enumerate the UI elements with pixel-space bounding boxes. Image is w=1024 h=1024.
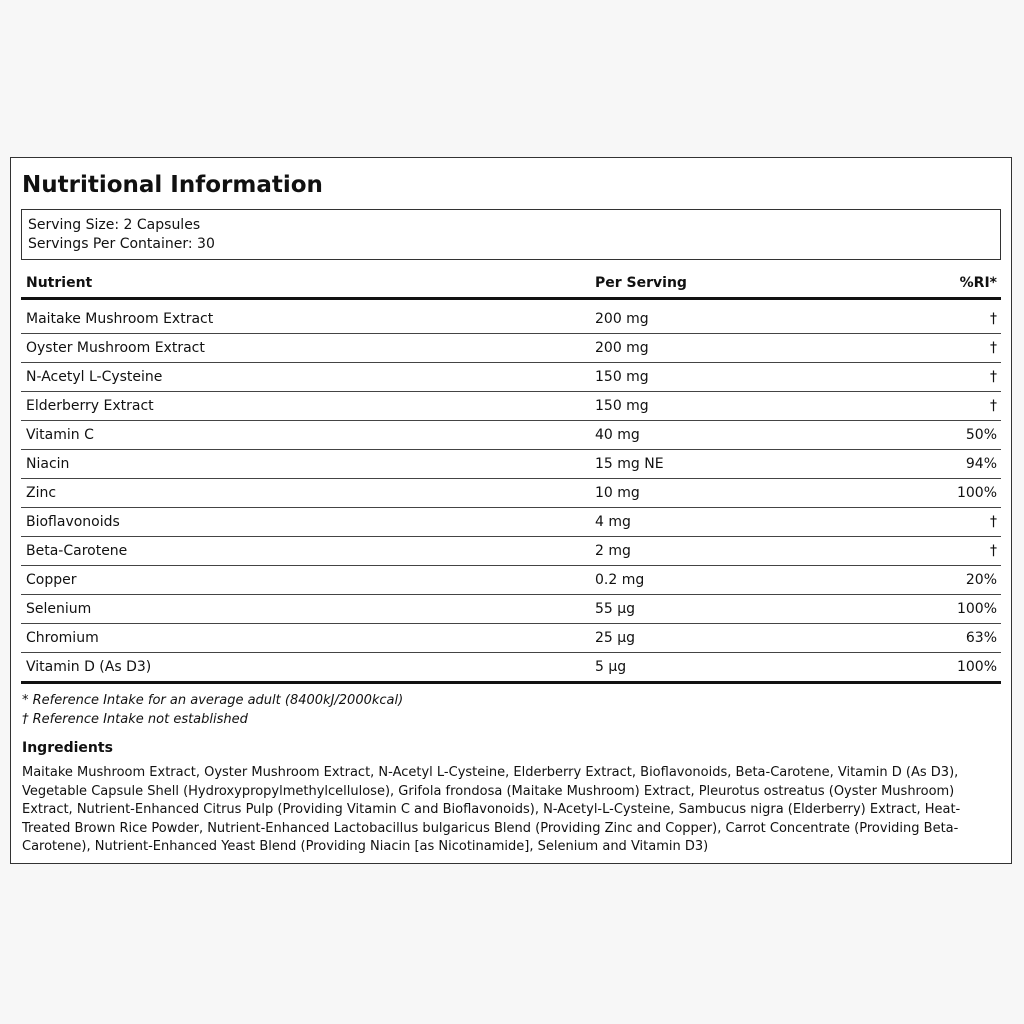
table-header <box>21 268 1001 300</box>
nutrient-amount: 15 mg NE <box>595 456 664 472</box>
nutrient-name: Elderberry Extract <box>26 398 154 414</box>
nutrient-name: Vitamin D (As D3) <box>26 659 152 675</box>
header-per-serving: Per Serving <box>595 274 687 291</box>
nutrient-ri: † <box>990 514 997 530</box>
header-ri: %RI* <box>959 274 997 291</box>
servings-per-container: Servings Per Container: 30 <box>28 236 215 252</box>
nutrient-ri: † <box>990 369 997 385</box>
nutrient-amount: 150 mg <box>595 398 649 414</box>
nutrient-name: Niacin <box>26 456 70 472</box>
table-row <box>21 334 1001 363</box>
serving-info-box <box>21 209 1001 260</box>
nutrient-name: Zinc <box>26 485 57 501</box>
table-row <box>21 479 1001 508</box>
nutrient-amount: 4 mg <box>595 514 631 530</box>
nutrient-amount: 40 mg <box>595 427 640 443</box>
nutrient-ri: 100% <box>956 601 997 617</box>
footnote-not-established: † Reference Intake not established <box>22 712 248 727</box>
nutrient-amount: 200 mg <box>595 340 649 356</box>
nutrient-ri: † <box>990 340 997 356</box>
nutrient-amount: 150 mg <box>595 369 649 385</box>
nutrient-name: Selenium <box>26 601 92 617</box>
nutrition-panel <box>10 157 1012 864</box>
table-row <box>21 624 1001 653</box>
table-row <box>21 566 1001 595</box>
table-row <box>21 595 1001 624</box>
table-row <box>21 537 1001 566</box>
header-nutrient: Nutrient <box>26 274 93 291</box>
nutrient-amount: 200 mg <box>595 311 649 327</box>
nutrient-amount: 25 µg <box>595 630 636 646</box>
nutrient-amount: 2 mg <box>595 543 631 559</box>
page-title: Nutritional Information <box>22 172 323 198</box>
footnotes <box>22 691 403 729</box>
nutrient-ri: 20% <box>965 572 997 588</box>
table-row <box>21 450 1001 479</box>
nutrient-ri: 63% <box>965 630 997 646</box>
nutrient-name: Oyster Mushroom Extract <box>26 340 205 356</box>
table-row <box>21 363 1001 392</box>
nutrient-ri: 100% <box>956 659 997 675</box>
table-row <box>21 508 1001 537</box>
nutrient-ri: † <box>990 311 997 327</box>
nutrient-name: Chromium <box>26 630 99 646</box>
nutrient-amount: 55 µg <box>595 601 636 617</box>
table-row <box>21 392 1001 421</box>
nutrient-ri: † <box>990 543 997 559</box>
nutrient-name: Beta-Carotene <box>26 543 128 559</box>
table-body <box>21 305 1001 684</box>
nutrient-table <box>21 268 1001 684</box>
nutrient-amount: 10 mg <box>595 485 640 501</box>
nutrient-name: Maitake Mushroom Extract <box>26 311 214 327</box>
serving-size: Serving Size: 2 Capsules <box>28 217 201 233</box>
table-row <box>21 305 1001 334</box>
ingredients-title: Ingredients <box>22 740 113 756</box>
footnote-ri: * Reference Intake for an average adult (8400kJ/2000kcal) <box>22 693 404 708</box>
table-row <box>21 421 1001 450</box>
nutrient-ri: † <box>990 398 997 414</box>
nutrient-name: Bioflavonoids <box>26 514 120 530</box>
table-row <box>21 653 1001 684</box>
nutrient-ri: 94% <box>965 456 997 472</box>
nutrient-name: Copper <box>26 572 77 588</box>
nutrient-ri: 100% <box>956 485 997 501</box>
ingredients-text: Maitake Mushroom Extract, Oyster Mushroom Extract, N-Acetyl L-Cysteine, Elderberry Extract, Bioflavonoids, Beta-Carotene, Vitamin D (As D3), Vegetable Capsule Shell (Hydroxypropylmethylcellulose), Grifola frondosa (Maitake Mushroom) Extract, Pleurotus ostreatus (Oyster Mushroom) Extract, Nutrient-Enhanced Citrus Pulp (Providing Vitamin C and Bioflavonoids), N-Acetyl-L-Cysteine, Sambucus nigra (Elderberry) Extract, Heat-Treated Brown Rice Powder, Nutrient-Enhanced Lactobacillus bulgaricus Blend (Providing Zinc and Copper), Carrot Concentrate (Providing Beta-Carotene), Nutrient-Enhanced Yeast Blend (Providing Niacin [as Nicotinamide], Selenium and Vitamin D3) <box>22 765 961 854</box>
nutrient-amount: 5 µg <box>595 659 627 675</box>
nutrient-ri: 50% <box>965 427 997 443</box>
nutrient-name: N-Acetyl L-Cysteine <box>26 369 163 385</box>
nutrient-name: Vitamin C <box>26 427 94 443</box>
nutrient-amount: 0.2 mg <box>595 572 645 588</box>
